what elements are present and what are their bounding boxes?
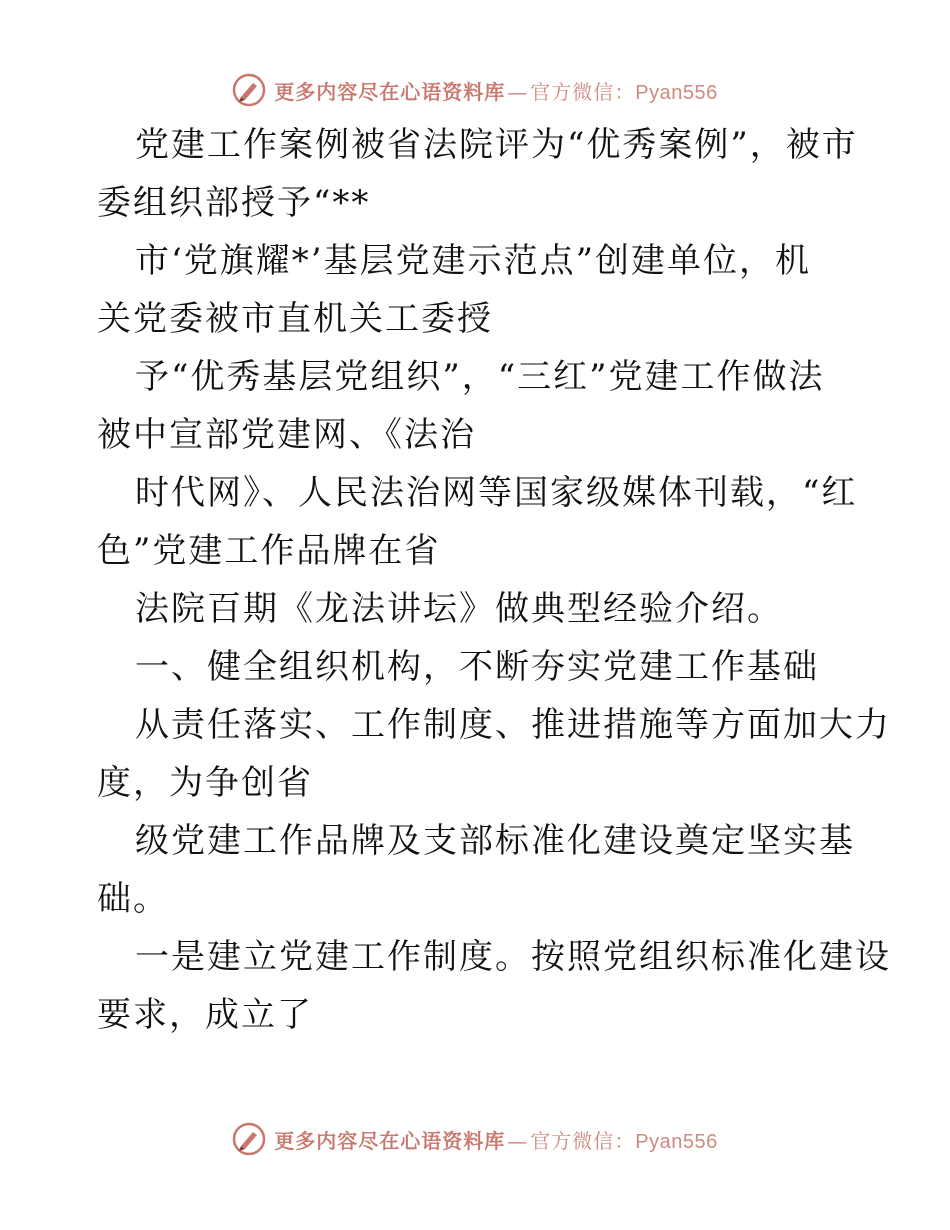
footer-banner xyxy=(0,1119,950,1159)
banner-text xyxy=(274,1125,717,1154)
text-line: 被中宣部党建网、《法治 xyxy=(97,415,476,455)
pen-logo-icon xyxy=(232,73,266,107)
text-line: 级党建工作品牌及支部标准化建设奠定坚实基 xyxy=(135,821,855,861)
banner-separator: — xyxy=(507,1128,529,1153)
banner-text xyxy=(274,76,717,105)
banner-handle: Pyan556 xyxy=(635,1130,718,1153)
banner-wechat-label: 官方微信： xyxy=(530,1128,636,1153)
banner-handle: Pyan556 xyxy=(635,81,718,104)
header-banner xyxy=(0,70,950,110)
section-heading: 一、健全组织机构，不断夯实党建工作基础 xyxy=(135,647,819,687)
text-line: 度，为争创省 xyxy=(97,763,313,803)
banner-main-text: 更多内容尽在心语资料库 xyxy=(274,79,506,104)
text-line: 予“优秀基层党组织”，“三红”党建工作做法 xyxy=(135,357,825,397)
document-body xyxy=(97,116,891,1044)
text-line: 一是建立党建工作制度。按照党组织标准化建设 xyxy=(135,937,891,977)
text-line: 市‘党旗耀*’基层党建示范点”创建单位，机 xyxy=(135,241,811,281)
pen-logo-icon xyxy=(232,1122,266,1156)
text-line: 关党委被市直机关工委授 xyxy=(97,299,493,339)
banner-wechat-label: 官方微信： xyxy=(530,79,636,104)
text-line: 从责任落实、工作制度、推进措施等方面加大力 xyxy=(135,705,891,745)
text-line: 础。 xyxy=(97,879,169,919)
text-line: 委组织部授予“** xyxy=(97,183,371,223)
text-line: 色”党建工作品牌在省 xyxy=(97,531,441,571)
banner-main-text: 更多内容尽在心语资料库 xyxy=(274,1128,506,1153)
text-line: 时代网》、人民法治网等国家级媒体刊载，“红 xyxy=(135,473,858,513)
text-line: 党建工作案例被省法院评为“优秀案例”，被市 xyxy=(135,125,858,165)
text-line: 法院百期《龙法讲坛》做典型经验介绍。 xyxy=(135,589,783,629)
banner-separator: — xyxy=(507,79,529,104)
text-line: 要求，成立了 xyxy=(97,995,313,1035)
